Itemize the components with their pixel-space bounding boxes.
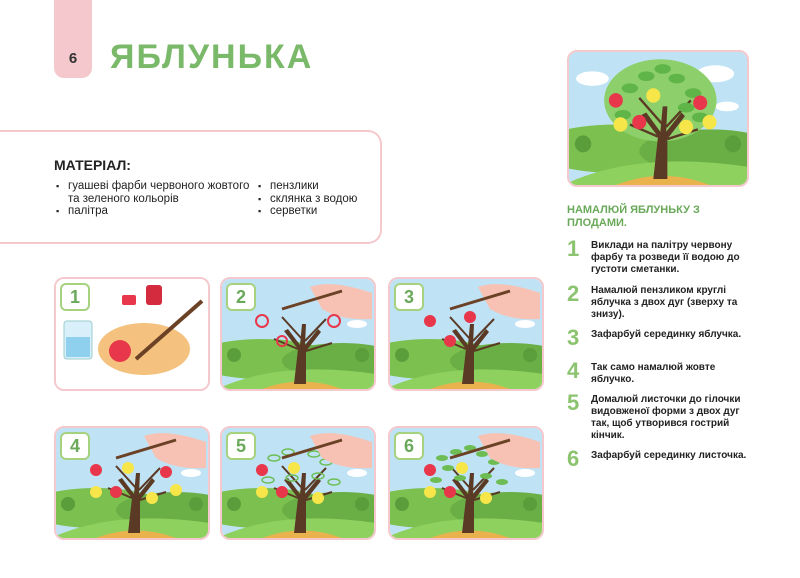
step-badge: 3: [394, 283, 424, 311]
material-item: ▪ гуашеві фарби червоного жовтого та зеленого кольорів: [56, 180, 256, 205]
material-list-left: [56, 180, 256, 218]
material-item: ▪ палітра: [56, 205, 256, 218]
instruction-number: 6: [567, 446, 580, 471]
instruction-number: 5: [567, 390, 580, 415]
instruction-number: 4: [567, 358, 580, 383]
step-image-3: [388, 277, 544, 391]
material-list-right: [258, 180, 388, 218]
step-image-5: [220, 426, 376, 540]
step-image-1: [54, 277, 210, 391]
step-image-4: [54, 426, 210, 540]
instruction-text: Домалюй листочки до гілочки видовженої форми з двох дуг так, щоб утворився гострий кінчик.: [591, 394, 741, 441]
instruction-text: Зафарбуй серединку яблучка.: [591, 329, 742, 340]
page-number: 6: [68, 50, 78, 67]
material-item: ▪ серветки: [258, 205, 388, 218]
final-apple-tree-image: [567, 50, 749, 187]
material-heading: МАТЕРІАЛ:: [54, 157, 131, 173]
step-badge: 6: [394, 432, 424, 460]
instruction-number: 1: [567, 236, 580, 261]
step-badge: 1: [60, 283, 90, 311]
instruction-text: Виклади на палітру червону фарбу та розведи її водою до густоти сметанки.: [591, 240, 740, 275]
step-badge: 2: [226, 283, 256, 311]
page-title: ЯБЛУНЬКА: [110, 38, 314, 76]
step-image-2: [220, 277, 376, 391]
step-badge: 4: [60, 432, 90, 460]
material-item: ▪ пензлики: [258, 180, 388, 193]
apple-tree-illustration: [569, 52, 747, 185]
instruction-text: Намалюй пензликом круглі яблучка з двох дуг (зверху та знизу).: [591, 285, 738, 320]
material-item: ▪ склянка з водою: [258, 193, 388, 206]
instruction-text: Зафарбуй серединку листочка.: [591, 450, 747, 461]
instruction-number: 3: [567, 325, 580, 350]
instruction-text: Так само намалюй жовте яблучко.: [591, 362, 716, 385]
instruction-number: 2: [567, 281, 580, 306]
instructions-title: НАМАЛЮЙ ЯБЛУНЬКУ З ПЛОДАМИ.: [567, 204, 700, 229]
step-badge: 5: [226, 432, 256, 460]
step-image-6: [388, 426, 544, 540]
